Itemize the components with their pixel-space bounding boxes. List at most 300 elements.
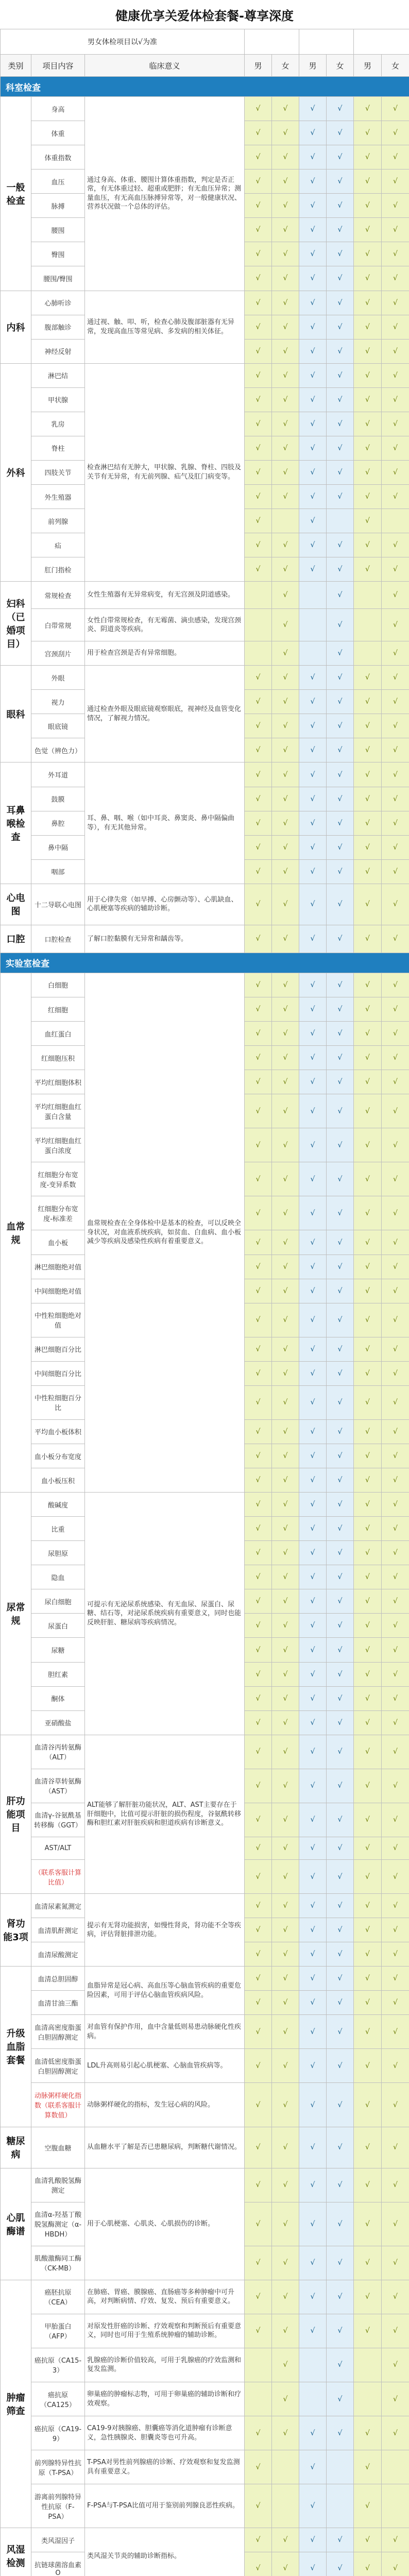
check-cell: √ xyxy=(327,218,354,242)
check-cell: √ xyxy=(272,925,299,953)
check-cell: √ xyxy=(327,1589,354,1614)
item-cell: 红细胞分布宽度-标准差 xyxy=(31,1196,85,1230)
check-cell: √ xyxy=(272,1686,299,1710)
check-cell: √ xyxy=(245,2552,272,2576)
item-cell: 心肺听诊 xyxy=(31,291,85,315)
check-cell: √ xyxy=(299,738,327,762)
check-cell: √ xyxy=(382,1942,409,1967)
item-cell: 红细胞分布宽度-变异系数 xyxy=(31,1162,85,1196)
check-cell: √ xyxy=(327,557,354,582)
check-cell xyxy=(245,641,272,666)
check-cell: √ xyxy=(382,1614,409,1638)
check-cell: √ xyxy=(299,2450,327,2484)
check-cell: √ xyxy=(272,859,299,884)
check-cell xyxy=(272,2450,299,2484)
category-cell: 心电图 xyxy=(1,884,31,925)
check-cell: √ xyxy=(382,997,409,1021)
check-cell: √ xyxy=(327,194,354,218)
check-cell: √ xyxy=(327,2127,354,2168)
check-cell: √ xyxy=(354,1385,382,1419)
check-cell: √ xyxy=(245,1385,272,1419)
check-cell: √ xyxy=(327,291,354,315)
check-cell: √ xyxy=(354,1230,382,1255)
meaning-cell: 女性白带常规检查，有无霉菌、滴虫感染，发现宫颈炎、阴道炎等疾病。 xyxy=(85,609,245,641)
check-cell: √ xyxy=(245,997,272,1021)
meaning-cell: 用于心律失常（如早搏、心房颤动等）、心肌缺血、心肌梗塞等疾病的辅助诊断。 xyxy=(85,884,245,925)
check-cell: √ xyxy=(245,266,272,291)
item-cell: 身高 xyxy=(31,97,85,121)
check-cell: √ xyxy=(245,1070,272,1094)
item-cell: 癌抗原（CA19-9） xyxy=(31,2416,85,2450)
check-cell: √ xyxy=(382,714,409,738)
check-cell: √ xyxy=(354,557,382,582)
check-cell: √ xyxy=(272,1385,299,1419)
item-cell: 尿胆原 xyxy=(31,1541,85,1565)
check-cell: √ xyxy=(327,1468,354,1493)
check-cell: √ xyxy=(354,884,382,925)
check-cell: √ xyxy=(245,666,272,690)
check-cell xyxy=(299,582,327,609)
check-cell: √ xyxy=(272,690,299,714)
check-cell: √ xyxy=(354,266,382,291)
item-cell: 游离前列腺特异性抗原（F-PSA） xyxy=(31,2484,85,2528)
check-cell: √ xyxy=(327,884,354,925)
check-cell: √ xyxy=(272,884,299,925)
check-cell: √ xyxy=(354,973,382,997)
check-cell: √ xyxy=(299,973,327,997)
check-cell: √ xyxy=(245,690,272,714)
check-cell: √ xyxy=(272,1094,299,1128)
check-cell: √ xyxy=(245,194,272,218)
check-cell: √ xyxy=(354,509,382,533)
check-cell: √ xyxy=(272,1046,299,1070)
check-cell: √ xyxy=(382,1022,409,1046)
item-cell: 外眼 xyxy=(31,666,85,690)
check-cell: √ xyxy=(354,170,382,194)
check-cell: √ xyxy=(299,1493,327,1517)
check-cell: √ xyxy=(354,412,382,436)
item-cell: 眼底镜 xyxy=(31,714,85,738)
check-cell: √ xyxy=(299,1967,327,1991)
check-cell: √ xyxy=(382,1162,409,1196)
item-cell: 中性粒细胞绝对值 xyxy=(31,1303,85,1337)
check-cell: √ xyxy=(299,460,327,484)
check-cell: √ xyxy=(327,2083,354,2127)
check-cell: √ xyxy=(327,1493,354,1517)
item-cell: 淋巴细胞绝对值 xyxy=(31,1255,85,1279)
column-header-row xyxy=(1,55,409,77)
meaning-cell: 可提示有无泌尿系统感染、有无血尿、尿蛋白、尿糖、结石等，对泌尿系统疾病有重要意义，同时也能反映肝脏、糖尿病等疾病情况。 xyxy=(85,1493,245,1735)
item-cell: 乳房 xyxy=(31,412,85,436)
check-cell: √ xyxy=(327,145,354,170)
check-cell: √ xyxy=(272,2015,299,2049)
check-cell: √ xyxy=(327,387,354,412)
table-row xyxy=(1,1894,409,1918)
check-cell xyxy=(245,609,272,641)
check-cell: √ xyxy=(299,811,327,835)
table-row xyxy=(1,884,409,925)
check-cell: √ xyxy=(299,266,327,291)
check-cell: √ xyxy=(354,1735,382,1769)
category-cell: 血常规 xyxy=(1,973,31,1492)
item-cell: 前列腺特异性抗原（T-PSA） xyxy=(31,2450,85,2484)
check-cell: √ xyxy=(245,2246,272,2280)
check-cell: √ xyxy=(245,884,272,925)
check-cell: √ xyxy=(327,738,354,762)
check-cell: √ xyxy=(245,1094,272,1128)
check-cell: √ xyxy=(245,1493,272,1517)
check-cell: √ xyxy=(382,1493,409,1517)
check-cell: √ xyxy=(382,460,409,484)
sex-header: 男 xyxy=(245,55,272,77)
check-cell: √ xyxy=(272,121,299,145)
item-cell: 亚硝酸盐 xyxy=(31,1710,85,1735)
check-cell: √ xyxy=(382,1589,409,1614)
check-cell: √ xyxy=(327,2382,354,2416)
check-cell: √ xyxy=(327,1662,354,1686)
check-cell: √ xyxy=(327,1255,354,1279)
category-cell: 眼科 xyxy=(1,666,31,762)
meaning-cell: LDL升高则易引起心肌梗塞、心脑血管疾病等。 xyxy=(85,2049,245,2083)
check-cell xyxy=(354,582,382,609)
check-cell: √ xyxy=(327,266,354,291)
item-cell: 酸碱度 xyxy=(31,1493,85,1517)
check-cell: √ xyxy=(382,1565,409,1589)
check-cell: √ xyxy=(354,1662,382,1686)
check-cell: √ xyxy=(382,1046,409,1070)
check-cell: √ xyxy=(245,787,272,811)
item-cell: 腹部触诊 xyxy=(31,315,85,339)
check-cell: √ xyxy=(382,762,409,787)
check-cell: √ xyxy=(299,1541,327,1565)
check-cell: √ xyxy=(299,1303,327,1337)
check-cell: √ xyxy=(245,2083,272,2127)
check-cell: √ xyxy=(327,339,354,363)
check-cell: √ xyxy=(327,1022,354,1046)
sex-header: 女 xyxy=(327,55,354,77)
check-cell: √ xyxy=(354,2280,382,2314)
check-cell: √ xyxy=(245,242,272,266)
check-cell xyxy=(299,2382,327,2416)
item-cell: 尿白细胞 xyxy=(31,1589,85,1614)
check-cell: √ xyxy=(299,509,327,533)
check-cell: √ xyxy=(327,485,354,509)
check-cell: √ xyxy=(382,242,409,266)
item-cell: 外耳道 xyxy=(31,762,85,787)
check-cell: √ xyxy=(272,1541,299,1565)
check-cell: √ xyxy=(327,1942,354,1967)
check-cell: √ xyxy=(327,1837,354,1859)
check-cell: √ xyxy=(327,811,354,835)
check-cell: √ xyxy=(299,242,327,266)
check-cell: √ xyxy=(382,690,409,714)
meaning-cell: 卵巢癌的肿瘤标志物，可用于卵巢癌的辅助诊断和疗效观察。 xyxy=(85,2382,245,2416)
check-cell: √ xyxy=(272,1255,299,1279)
check-cell xyxy=(299,641,327,666)
check-cell: √ xyxy=(272,1638,299,1662)
check-cell: √ xyxy=(245,738,272,762)
item-cell: 类风湿因子 xyxy=(31,2528,85,2552)
check-cell: √ xyxy=(327,1918,354,1942)
check-cell: √ xyxy=(354,2168,382,2202)
item-cell: 口腔检查 xyxy=(31,925,85,953)
check-cell: √ xyxy=(327,2528,354,2552)
check-cell xyxy=(382,2484,409,2528)
check-cell: √ xyxy=(272,1859,299,1893)
check-cell: √ xyxy=(354,2246,382,2280)
check-cell: √ xyxy=(354,762,382,787)
check-cell: √ xyxy=(245,315,272,339)
check-cell: √ xyxy=(327,460,354,484)
section-title: 科室检查 xyxy=(1,77,409,97)
category-cell: 心肌酶谱 xyxy=(1,2168,31,2280)
check-cell: √ xyxy=(299,1589,327,1614)
check-cell: √ xyxy=(245,97,272,121)
item-cell: 十二导联心电图 xyxy=(31,884,85,925)
check-cell: √ xyxy=(327,1128,354,1162)
check-cell: √ xyxy=(327,2280,354,2314)
category-cell: 升级血脂套餐 xyxy=(1,1967,31,2127)
check-cell: √ xyxy=(382,1710,409,1735)
check-cell: √ xyxy=(354,1303,382,1337)
check-cell: √ xyxy=(272,2552,299,2576)
item-cell: 腰围/臀围 xyxy=(31,266,85,291)
check-cell: √ xyxy=(299,97,327,121)
check-cell: √ xyxy=(299,1337,327,1361)
check-cell: √ xyxy=(299,762,327,787)
check-cell: √ xyxy=(354,835,382,859)
table-row xyxy=(1,609,409,641)
check-cell: √ xyxy=(245,509,272,533)
check-cell: √ xyxy=(327,1230,354,1255)
check-cell: √ xyxy=(382,1541,409,1565)
check-cell: √ xyxy=(327,1735,354,1769)
check-cell: √ xyxy=(354,291,382,315)
check-cell: √ xyxy=(382,1859,409,1893)
check-cell: √ xyxy=(354,2416,382,2450)
check-cell: √ xyxy=(299,1918,327,1942)
check-cell: √ xyxy=(327,2552,354,2576)
check-cell: √ xyxy=(245,2049,272,2083)
check-cell: √ xyxy=(245,1589,272,1614)
check-cell: √ xyxy=(354,1493,382,1517)
check-cell: √ xyxy=(245,2528,272,2552)
check-cell: √ xyxy=(354,121,382,145)
check-cell: √ xyxy=(245,460,272,484)
check-cell: √ xyxy=(245,1991,272,2015)
check-cell: √ xyxy=(382,1468,409,1493)
check-cell: √ xyxy=(327,787,354,811)
check-cell: √ xyxy=(299,2416,327,2450)
check-cell: √ xyxy=(299,436,327,460)
check-cell: √ xyxy=(382,557,409,582)
check-cell: √ xyxy=(299,1942,327,1967)
check-cell: √ xyxy=(354,1565,382,1589)
provider-header: 瑞慈 xyxy=(299,29,354,55)
check-cell: √ xyxy=(382,1967,409,1991)
check-cell: √ xyxy=(382,1444,409,1468)
check-cell: √ xyxy=(354,339,382,363)
meaning-cell: 乳腺癌的诊断价值较高，可用于乳腺癌的疗效监测和复发监测。 xyxy=(85,2348,245,2382)
item-cell: 空腹血糖 xyxy=(31,2127,85,2168)
check-cell: √ xyxy=(327,1710,354,1735)
check-cell: √ xyxy=(245,1162,272,1196)
category-cell: 肝功能项目 xyxy=(1,1735,31,1893)
check-cell xyxy=(354,2382,382,2416)
check-cell: √ xyxy=(245,1565,272,1589)
meaning-cell: CA19-9对胰腺癌、胆囊癌等消化道肿瘤有诊断意义，急性胰腺炎、胆囊炎等也可升高。 xyxy=(85,2416,245,2450)
check-cell: √ xyxy=(272,1419,299,1444)
check-cell: √ xyxy=(299,1614,327,1638)
check-cell: √ xyxy=(382,835,409,859)
check-cell: √ xyxy=(382,1128,409,1162)
check-cell: √ xyxy=(354,1589,382,1614)
check-cell: √ xyxy=(299,145,327,170)
item-cell: 癌抗原（CA15-3） xyxy=(31,2348,85,2382)
meaning-cell: 对血管有保护作用，血中含量低则易患动脉硬化性疾病。 xyxy=(85,2015,245,2049)
item-cell: 胆红素 xyxy=(31,1662,85,1686)
check-cell: √ xyxy=(245,925,272,953)
check-cell: √ xyxy=(327,1769,354,1803)
check-cell: √ xyxy=(382,1303,409,1337)
check-cell: √ xyxy=(272,1303,299,1337)
check-cell: √ xyxy=(272,973,299,997)
check-cell: √ xyxy=(299,1279,327,1303)
meaning-cell: 对原发性肝癌的诊断、疗效观察和判断预后有重要意义，同时也可用于生殖系统肿瘤的辅助诊断。 xyxy=(85,2314,245,2348)
meaning-cell: 通过身高、体重、腰围计算体重指数，判定是否正常，有无体重过轻、超重或肥胖；有无血压异常；测量血压，有无高血压脉搏异常等，对一般健康状况、营养状况做一个总体的评估。 xyxy=(85,97,245,291)
check-cell: √ xyxy=(299,1419,327,1444)
check-cell xyxy=(299,2348,327,2382)
check-cell: √ xyxy=(382,2416,409,2450)
table-row xyxy=(1,2083,409,2127)
check-cell: √ xyxy=(327,2202,354,2246)
check-cell: √ xyxy=(354,1803,382,1837)
meaning-cell: 血脂异常是冠心病、高血压等心脑血管疾病的重要危险因素，可用于评估心脑血管疾病风险。 xyxy=(85,1967,245,2015)
check-cell: √ xyxy=(354,1162,382,1196)
check-cell: √ xyxy=(327,1279,354,1303)
check-cell: √ xyxy=(272,1803,299,1837)
item-cell: 血压 xyxy=(31,170,85,194)
check-cell: √ xyxy=(327,1803,354,1837)
item-cell: 脉搏 xyxy=(31,194,85,218)
check-cell: √ xyxy=(299,666,327,690)
check-cell: √ xyxy=(327,1419,354,1444)
item-cell: 血小板分布宽度 xyxy=(31,1444,85,1468)
check-cell: √ xyxy=(272,242,299,266)
check-cell: √ xyxy=(354,1942,382,1967)
check-cell: √ xyxy=(327,1162,354,1196)
meaning-cell: ALT能够了解肝脏功能状况，ALT、AST主要存在于肝细胞中，比值可提示肝脏的损伤程度，谷氨酰转移酶和胆红素对肝脏疾病和胆道疾病有诊断意义。 xyxy=(85,1735,245,1893)
check-cell: √ xyxy=(354,485,382,509)
check-cell: √ xyxy=(272,738,299,762)
check-cell: √ xyxy=(327,835,354,859)
check-cell: √ xyxy=(354,1894,382,1918)
category-cell: 糖尿病 xyxy=(1,2127,31,2168)
check-cell: √ xyxy=(272,557,299,582)
check-cell: √ xyxy=(382,1094,409,1128)
check-cell: √ xyxy=(382,1918,409,1942)
check-cell: √ xyxy=(327,1094,354,1128)
check-cell: √ xyxy=(382,2348,409,2382)
check-cell: √ xyxy=(299,1022,327,1046)
check-cell: √ xyxy=(299,339,327,363)
check-cell: √ xyxy=(299,1444,327,1468)
check-cell: √ xyxy=(299,997,327,1021)
item-cell: 平均红细胞体积 xyxy=(31,1070,85,1094)
check-cell: √ xyxy=(272,1894,299,1918)
check-cell: √ xyxy=(354,2552,382,2576)
check-cell: √ xyxy=(382,666,409,690)
check-cell: √ xyxy=(354,1022,382,1046)
check-cell: √ xyxy=(299,787,327,811)
check-cell: √ xyxy=(354,2202,382,2246)
check-cell: √ xyxy=(299,170,327,194)
meaning-cell: F-PSA与T-PSA比值可用于鉴别前列腺良恶性疾病。 xyxy=(85,2484,245,2528)
check-cell: √ xyxy=(327,925,354,953)
check-cell xyxy=(272,2484,299,2528)
check-cell: √ xyxy=(272,363,299,387)
check-cell: √ xyxy=(327,690,354,714)
category-cell: 风湿检测 xyxy=(1,2528,31,2576)
item-cell: 血清尿素氮测定 xyxy=(31,1894,85,1918)
item-cell: 红细胞 xyxy=(31,997,85,1021)
sex-header: 女 xyxy=(382,55,409,77)
check-cell: √ xyxy=(382,170,409,194)
check-cell: √ xyxy=(354,1541,382,1565)
check-cell: √ xyxy=(382,2246,409,2280)
check-cell: √ xyxy=(354,859,382,884)
check-cell: √ xyxy=(299,533,327,557)
category-cell: 耳鼻喉检查 xyxy=(1,762,31,884)
check-cell: √ xyxy=(299,2127,327,2168)
check-cell: √ xyxy=(299,690,327,714)
check-cell: √ xyxy=(245,1468,272,1493)
check-cell: √ xyxy=(245,339,272,363)
column-header: 类别 xyxy=(1,55,31,77)
table-row xyxy=(1,1967,409,1991)
check-cell: √ xyxy=(272,436,299,460)
check-cell: √ xyxy=(327,1444,354,1468)
check-cell: √ xyxy=(245,1230,272,1255)
check-cell: √ xyxy=(272,1735,299,1769)
section-header xyxy=(1,953,409,973)
check-cell: √ xyxy=(299,2246,327,2280)
check-cell: √ xyxy=(299,121,327,145)
check-cell: √ xyxy=(382,2083,409,2127)
check-cell: √ xyxy=(299,1230,327,1255)
check-cell: √ xyxy=(299,387,327,412)
item-cell: 血清γ-谷氨酰基转移酶（GGT） xyxy=(31,1803,85,1837)
table-row xyxy=(1,363,409,387)
check-cell: √ xyxy=(299,2552,327,2576)
check-cell: √ xyxy=(354,97,382,121)
check-cell: √ xyxy=(272,97,299,121)
check-cell: √ xyxy=(327,2416,354,2450)
check-cell: √ xyxy=(245,121,272,145)
check-cell: √ xyxy=(327,170,354,194)
check-cell: √ xyxy=(245,2015,272,2049)
check-cell: √ xyxy=(354,145,382,170)
check-cell: √ xyxy=(272,1967,299,1991)
table-row xyxy=(1,1735,409,1769)
item-cell: 血红蛋白 xyxy=(31,1022,85,1046)
item-cell: 血清总胆固醇 xyxy=(31,1967,85,1991)
table-row xyxy=(1,291,409,315)
table-row xyxy=(1,973,409,997)
meaning-cell: 耳、鼻、咽、喉（如中耳炎、鼻窦炎、鼻中隔偏曲等），有无其他异常。 xyxy=(85,762,245,884)
check-cell: √ xyxy=(382,1662,409,1686)
item-cell: 隐血 xyxy=(31,1565,85,1589)
